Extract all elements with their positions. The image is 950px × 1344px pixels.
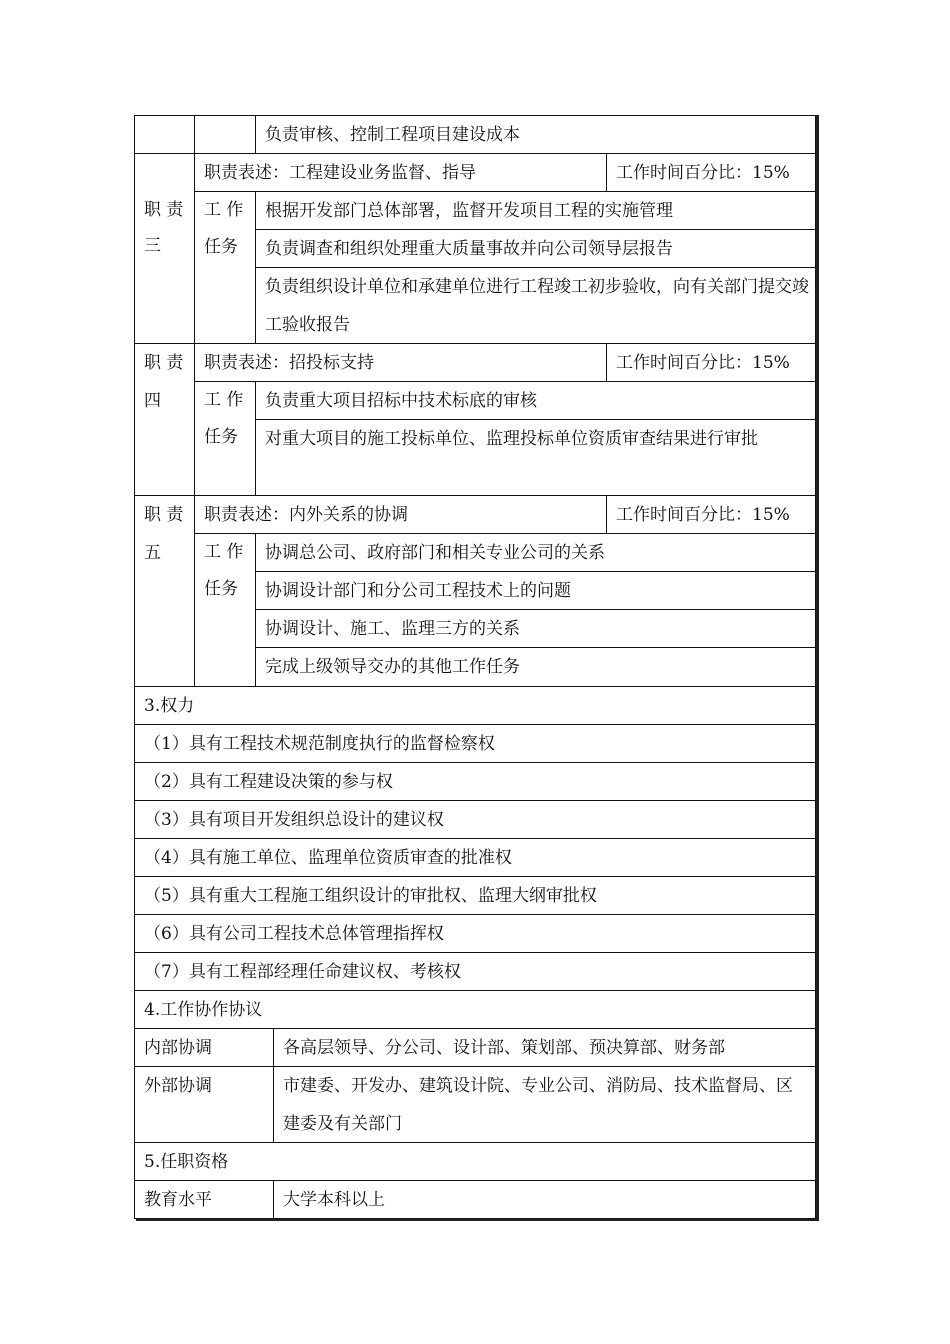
section-heading-power: 3.权力 xyxy=(134,686,816,725)
task-cell: 负责调查和组织处理重大质量事故并向公司领导层报告 xyxy=(255,229,816,268)
section-heading-cooperation: 4.工作协作协议 xyxy=(134,990,816,1029)
time-percent: 工作时间百分比：15% xyxy=(606,153,816,192)
empty-work-label-cell xyxy=(194,115,256,154)
task-cell: 对重大项目的施工投标单位、监理投标单位资质审查结果进行审批 xyxy=(255,419,816,496)
duty-label-line1: 职 责 xyxy=(144,353,184,373)
duty-label-3 xyxy=(134,153,195,344)
duty-label-5 xyxy=(134,495,195,687)
duty-description: 职责表述：招投标支持 xyxy=(194,343,607,382)
work-label-line2: 任务 xyxy=(204,237,238,257)
task-cell: 负责审核、控制工程项目建设成本 xyxy=(255,115,816,154)
power-item: （1）具有工程技术规范制度执行的监督检察权 xyxy=(134,724,816,763)
power-item: （3）具有项目开发组织总设计的建议权 xyxy=(134,800,816,839)
power-item: （4）具有施工单位、监理单位资质审查的批准权 xyxy=(134,838,816,877)
work-label-line1: 工 作 xyxy=(204,390,244,410)
power-item: （7）具有工程部经理任命建议权、考核权 xyxy=(134,952,816,991)
power-item: （6）具有公司工程技术总体管理指挥权 xyxy=(134,914,816,953)
internal-label: 内部协调 xyxy=(134,1028,274,1067)
task-cell: 负责组织设计单位和承建单位进行工程竣工初步验收，向有关部门提交竣工验收报告 xyxy=(255,267,816,344)
work-task-label xyxy=(194,533,256,687)
duty-label-line1: 职 责 xyxy=(144,505,184,525)
time-percent: 工作时间百分比：15% xyxy=(606,343,816,382)
power-item: （2）具有工程建设决策的参与权 xyxy=(134,762,816,801)
duty-label-4 xyxy=(134,343,195,496)
work-label-line1: 工 作 xyxy=(204,542,244,562)
time-percent: 工作时间百分比：15% xyxy=(606,495,816,534)
task-cell: 负责重大项目招标中技术标底的审核 xyxy=(255,381,816,420)
work-task-label xyxy=(194,191,256,344)
section-heading-qualification: 5.任职资格 xyxy=(134,1142,816,1181)
internal-value: 各高层领导、分公司、设计部、策划部、预决算部、财务部 xyxy=(273,1028,816,1067)
duty-description: 职责表述：内外关系的协调 xyxy=(194,495,607,534)
duty-label-line2: 五 xyxy=(144,543,161,563)
work-label-line2: 任务 xyxy=(204,579,238,599)
external-label: 外部协调 xyxy=(134,1066,274,1143)
empty-label-cell xyxy=(134,115,195,154)
table-shadow-bottom xyxy=(136,1219,819,1221)
duty-description: 职责表述：工程建设业务监督、指导 xyxy=(194,153,607,192)
education-label: 教育水平 xyxy=(134,1180,274,1219)
table-shadow-right xyxy=(816,115,819,1221)
work-label-line1: 工 作 xyxy=(204,200,244,220)
task-cell: 协调设计部门和分公司工程技术上的问题 xyxy=(255,571,816,610)
duty-label-line1: 职 责 xyxy=(144,200,184,220)
task-cell: 完成上级领导交办的其他工作任务 xyxy=(255,647,816,687)
duty-label-line2: 三 xyxy=(144,236,161,256)
task-cell: 根据开发部门总体部署，监督开发项目工程的实施管理 xyxy=(255,191,816,230)
duty-label-line2: 四 xyxy=(144,391,161,411)
task-cell: 协调总公司、政府部门和相关专业公司的关系 xyxy=(255,533,816,572)
power-item: （5）具有重大工程施工组织设计的审批权、监理大纲审批权 xyxy=(134,876,816,915)
education-value: 大学本科以上 xyxy=(273,1180,816,1219)
external-value: 市建委、开发办、建筑设计院、专业公司、消防局、技术监督局、区建委及有关部门 xyxy=(273,1066,816,1143)
job-description-table xyxy=(134,115,816,1219)
work-task-label xyxy=(194,381,256,496)
task-cell: 协调设计、施工、监理三方的关系 xyxy=(255,609,816,648)
work-label-line2: 任务 xyxy=(204,427,238,447)
